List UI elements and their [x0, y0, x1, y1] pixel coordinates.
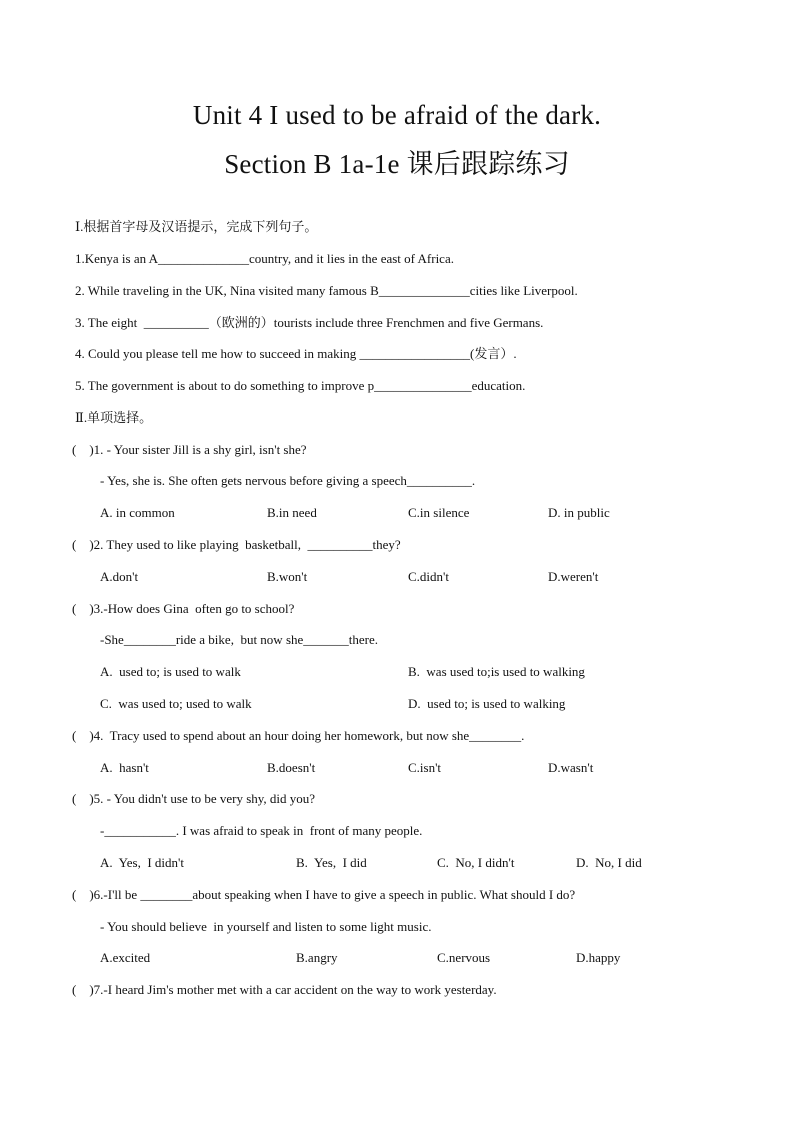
question-3-sub: -She________ride a bike, but now she_______there. — [100, 632, 379, 647]
question-5-stem: ( )5. - You didn't use to be very shy, did you? — [72, 791, 316, 806]
question-5-option-a: A. Yes, I didn't — [100, 855, 184, 870]
question-6-option-a: A.excited — [100, 950, 151, 965]
question-5-option-b: B. Yes, I did — [296, 855, 367, 870]
question-1-stem: ( )1. - Your sister Jill is a shy girl, isn't she? — [72, 442, 307, 457]
question-1-option-b: B.in need — [267, 505, 317, 520]
page-subtitle: Section B 1a-1e 课后跟踪练习 — [224, 149, 570, 179]
question-5-sub: -___________. I was afraid to speak in front of many people. — [100, 823, 423, 838]
question-6-option-c: C.nervous — [437, 950, 491, 965]
question-4-option-b: B.doesn't — [267, 760, 316, 775]
page-title: Unit 4 I used to be afraid of the dark. — [192, 100, 602, 130]
question-3-stem: ( )3.-How does Gina often go to school? — [72, 601, 295, 616]
question-1-option-a: A. in common — [100, 505, 175, 520]
question-2-option-b: B.won't — [267, 569, 308, 584]
question-3-option-c: C. was used to; used to walk — [100, 696, 252, 711]
question-2-option-a: A.don't — [100, 569, 139, 584]
question-1-option-c: C.in silence — [408, 505, 470, 520]
fill-in-item-4: 4. Could you please tell me how to succeed in making _________________(发言）. — [75, 346, 517, 361]
question-2-option-c: C.didn't — [408, 569, 449, 584]
question-4-option-a: A. hasn't — [100, 760, 149, 775]
section-2-heading: Ⅱ.单项选择。 — [75, 410, 153, 425]
question-2-option-d: D.weren't — [548, 569, 599, 584]
fill-in-item-5: 5. The government is about to do something to improve p_______________education. — [75, 378, 526, 393]
question-4-option-c: C.isn't — [408, 760, 442, 775]
question-2-stem: ( )2. They used to like playing basketball, __________they? — [72, 537, 401, 552]
question-6-sub: - You should believe in yourself and listen to some light music. — [100, 919, 432, 934]
question-6-stem: ( )6.-I'll be ________about speaking when I have to give a speech in public. What should I do? — [72, 887, 576, 902]
fill-in-item-2: 2. While traveling in the UK, Nina visited many famous B______________cities like Liverpool. — [75, 283, 578, 298]
question-3-option-d: D. used to; is used to walking — [408, 696, 566, 711]
fill-in-item-3: 3. The eight __________（欧洲的）tourists include three Frenchmen and five Germans. — [75, 315, 544, 330]
question-3-option-b: B. was used to;is used to walking — [408, 664, 585, 679]
question-3-option-a: A. used to; is used to walk — [100, 664, 241, 679]
question-1-sub: - Yes, she is. She often gets nervous before giving a speech__________. — [100, 473, 476, 488]
section-1-heading: Ⅰ.根据首字母及汉语提示，完成下列句子。 — [75, 219, 318, 234]
fill-in-item-1: 1.Kenya is an A______________country, and it lies in the east of Africa. — [75, 251, 454, 266]
question-6-option-b: B.angry — [296, 950, 338, 965]
question-7-stem: ( )7.-I heard Jim's mother met with a car accident on the way to work yesterday. — [72, 982, 497, 997]
question-5-option-d: D. No, I did — [576, 855, 642, 870]
question-4-option-d: D.wasn't — [548, 760, 594, 775]
question-1-option-d: D. in public — [548, 505, 610, 520]
question-4-stem: ( )4. Tracy used to spend about an hour doing her homework, but now she________. — [72, 728, 525, 743]
question-5-option-c: C. No, I didn't — [437, 855, 515, 870]
question-6-option-d: D.happy — [576, 950, 621, 965]
